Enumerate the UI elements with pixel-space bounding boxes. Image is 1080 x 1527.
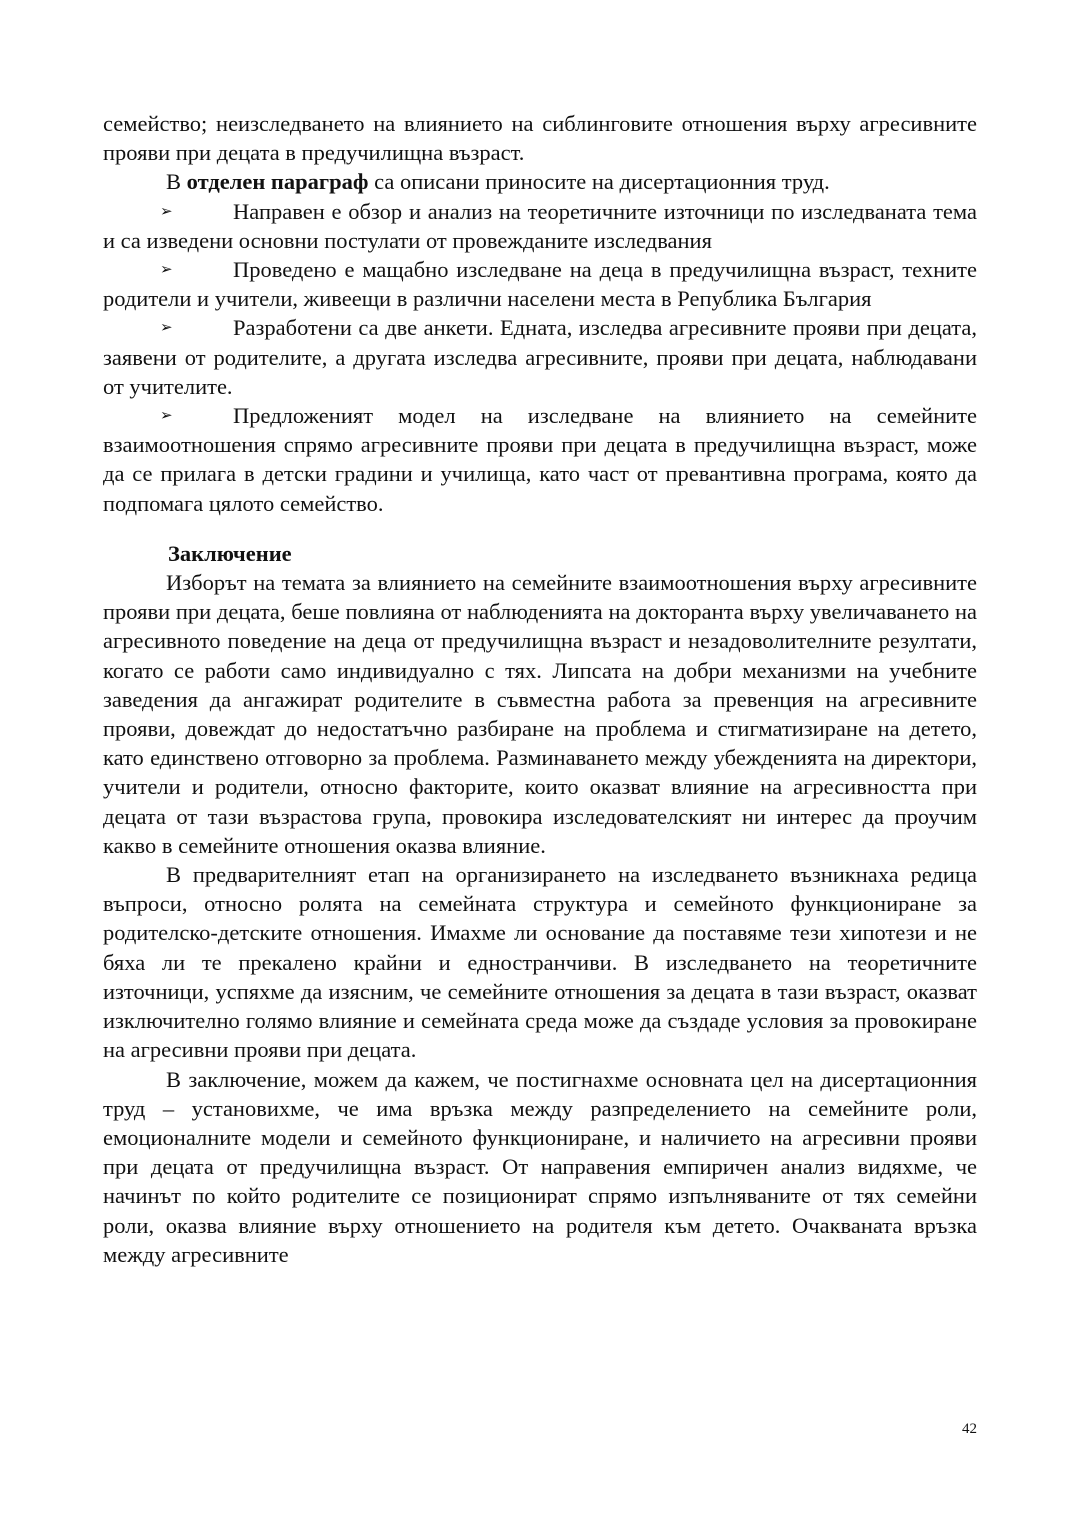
arrow-bullet-icon: ➢ xyxy=(160,406,173,425)
arrow-bullet-icon: ➢ xyxy=(160,260,173,279)
contributions-intro xyxy=(103,167,977,196)
contribution-text: Предложеният модел на изследване на влиянието на семейните взаимоотношения спрямо агресивните прояви при децата в предучилищна възраст, може да се прилага в детски градини и училища, като част от превантивна програма, която да подпомага цялото семейство. xyxy=(103,403,977,516)
arrow-bullet-icon: ➢ xyxy=(160,318,173,337)
opening-paragraph: семейство; неизследването на влиянието на сиблинговите отношения върху агресивните прояви при децата в предучилищна възраст. xyxy=(103,111,977,166)
contribution-item xyxy=(103,401,977,518)
page-number: 42 xyxy=(962,1421,977,1437)
document-page xyxy=(103,109,977,1269)
contribution-text: Проведено е мащабно изследване на деца в предучилищна възраст, техните родители и учители, живеещи в различни населени места в Република България xyxy=(103,257,977,312)
contributions-intro-bold: отделен параграф xyxy=(186,169,369,195)
conclusion-paragraph: Изборът на темата за влиянието на семейните взаимоотношения върху агресивните прояви при децата, беше повлияна от наблюденията на докторанта върху увеличаването на агресивното поведение на деца от предучилищна възраст и незадоволителните резултати, когато се работи само индивидуално с тях. Липсата на добри механизми на учебните заведения да ангажират родителите в съвместна работа за превенция на агресивните прояви, довеждат до недостатъчно разбиране на проблема и стигматизиране на детето, като единствено отговорно за проблема. Разминаването между убежденията на директори, учители и родители, относно факторите, които оказват влияние на агресивността при децата от тази възрастова група, провокира изследователският ни интерес да проучим какво в семейните отношения оказва влияние. xyxy=(103,570,977,858)
contributions-intro-prefix: В xyxy=(166,169,187,195)
conclusion-paragraph: В заключение, можем да кажем, че постигнахме основната цел на дисертационния труд – установихме, че има връзка между разпределението на семейните роли, емоционалните модели и семейното функциониране, и наличието на агресивни прояви при децата от предучилищна възраст. От направения емпиричен анализ видяхме, че начинът по който родителите се позиционират спрямо изпълняваните от тях семейни роли, оказва влияние върху отношението на родителя към детето. Очакваната връзка между агресивните xyxy=(103,1066,977,1267)
contribution-item xyxy=(103,255,977,313)
contribution-text: Направен е обзор и анализ на теоретичните източници по изследваната тема и са изведени основни постулати от провежданите изследвания xyxy=(103,198,977,253)
contribution-item xyxy=(103,313,977,401)
contribution-item xyxy=(103,197,977,255)
contributions-intro-suffix: са описани приносите на дисертационния труд. xyxy=(368,169,830,195)
conclusion-heading: Заключение xyxy=(168,540,292,566)
conclusion-paragraph: В предварителният етап на организирането на изследването възникнаха редица въпроси, относно ролята на семейната структура и семейното функциониране за родителско-детските отношения. Имахме ли основание да поставяме тези хипотези и не бяха ли те прекалено крайни и едностранчиви. В изследването на теоретичните източници, успяхме да изясним, че семейните отношения за децата в тази възраст, оказват изключително голямо влияние и семейната среда може да създаде условия за провокиране на агресивни прояви при децата. xyxy=(103,862,977,1063)
arrow-bullet-icon: ➢ xyxy=(160,201,173,220)
contribution-text: Разработени са две анкети. Едната, изследва агресивните прояви при децата, заявени от родителите, а другата изследва агресивните, прояви при децата, наблюдавани от учителите. xyxy=(103,315,977,399)
